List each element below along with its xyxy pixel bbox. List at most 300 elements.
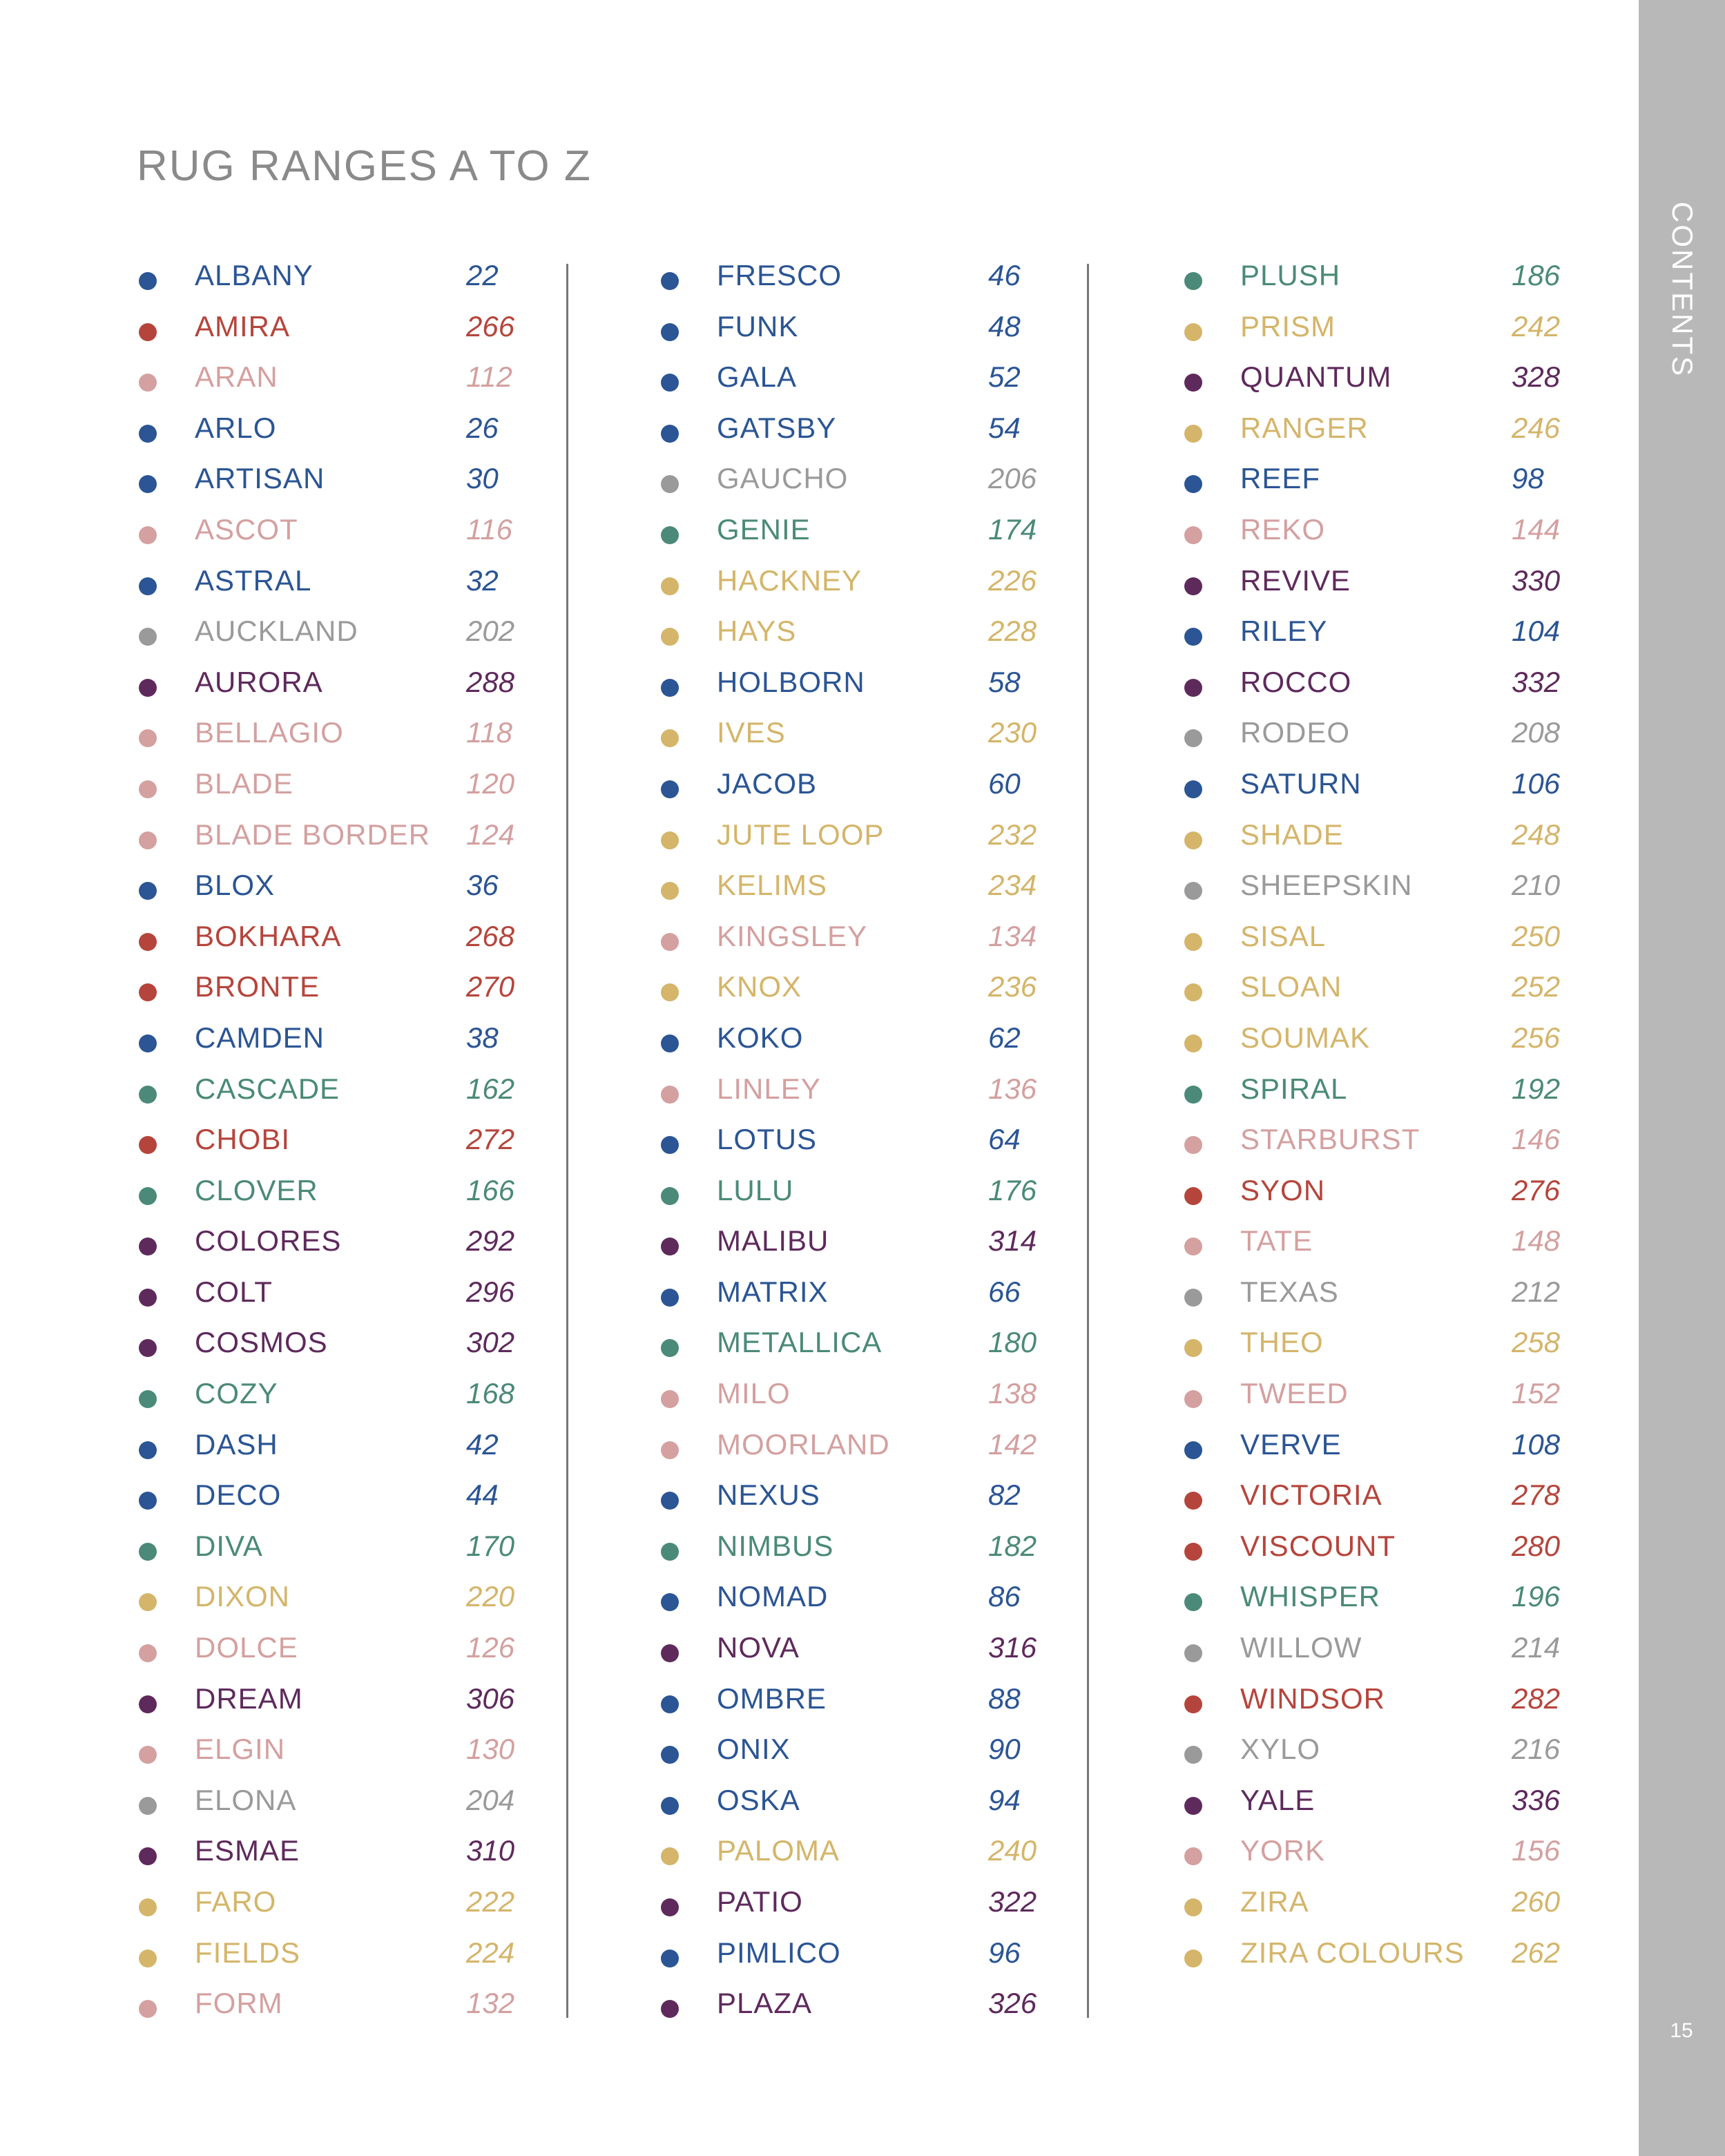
range-name[interactable]: YORK [1240, 1834, 1326, 1867]
range-entry[interactable] [655, 1119, 1083, 1170]
range-entry[interactable] [133, 1983, 561, 2034]
page-reference[interactable]: 220 [466, 1580, 515, 1613]
range-entry[interactable] [655, 1729, 1083, 1780]
range-name[interactable]: PLUSH [1240, 259, 1341, 291]
range-entry[interactable] [133, 407, 561, 459]
page-reference[interactable]: 98 [1512, 462, 1544, 495]
range-entry[interactable] [655, 865, 1083, 916]
range-name[interactable]: WHISPER [1240, 1580, 1381, 1613]
range-entry[interactable] [133, 1525, 561, 1577]
page-reference[interactable]: 192 [1512, 1072, 1561, 1105]
page-reference[interactable]: 230 [988, 716, 1037, 749]
range-name[interactable]: WINDSOR [1240, 1682, 1385, 1715]
range-name[interactable]: GENIE [717, 512, 811, 546]
range-name[interactable]: LINLEY [717, 1072, 821, 1105]
page-reference[interactable]: 116 [466, 512, 512, 546]
contents-tab-label[interactable]: CONTENTS [1666, 202, 1699, 378]
range-entry[interactable] [655, 1881, 1083, 1932]
range-entry[interactable] [133, 1729, 561, 1780]
range-entry[interactable] [133, 1932, 561, 1983]
range-entry[interactable] [133, 560, 561, 611]
range-name[interactable]: LULU [717, 1173, 794, 1206]
range-name[interactable]: BELLAGIO [195, 716, 344, 749]
range-name[interactable]: FORM [195, 1987, 283, 2020]
page-reference[interactable]: 222 [466, 1885, 515, 1918]
range-name[interactable]: ONIX [717, 1733, 791, 1766]
range-entry[interactable] [655, 1170, 1083, 1221]
range-name[interactable]: BLADE BORDER [195, 818, 431, 851]
range-name[interactable]: SATURN [1240, 767, 1362, 800]
page-reference[interactable]: 32 [466, 564, 499, 597]
range-entry[interactable] [133, 1119, 561, 1170]
range-name[interactable]: OSKA [717, 1783, 800, 1816]
page-reference[interactable]: 196 [1512, 1580, 1561, 1613]
page-reference[interactable]: 240 [988, 1834, 1037, 1867]
range-entry[interactable] [133, 1881, 561, 1932]
range-entry[interactable] [655, 1322, 1083, 1373]
page-reference[interactable]: 168 [466, 1377, 515, 1410]
range-entry[interactable] [1178, 1627, 1606, 1678]
page-reference[interactable]: 296 [466, 1275, 515, 1308]
range-entry[interactable] [133, 356, 561, 407]
range-entry[interactable] [655, 966, 1083, 1017]
range-name[interactable]: DECO [195, 1479, 282, 1512]
page-reference[interactable]: 256 [1512, 1021, 1561, 1054]
range-name[interactable]: NOMAD [717, 1580, 829, 1613]
page-reference[interactable]: 262 [1512, 1936, 1561, 1969]
page-reference[interactable]: 54 [988, 411, 1021, 444]
page-reference[interactable]: 236 [988, 970, 1037, 1003]
page-reference[interactable]: 96 [988, 1936, 1021, 1969]
range-entry[interactable] [133, 1678, 561, 1729]
page-reference[interactable]: 176 [988, 1173, 1037, 1206]
range-name[interactable]: KELIMS [717, 869, 828, 902]
range-entry[interactable] [133, 255, 561, 306]
range-entry[interactable] [655, 560, 1083, 611]
page-reference[interactable]: 162 [466, 1072, 515, 1105]
range-name[interactable]: DIVA [195, 1529, 263, 1562]
page-reference[interactable]: 120 [466, 767, 515, 800]
page-reference[interactable]: 44 [466, 1479, 499, 1512]
range-name[interactable]: MILO [717, 1377, 791, 1410]
range-entry[interactable] [655, 1678, 1083, 1729]
range-entry[interactable] [133, 966, 561, 1017]
page-reference[interactable]: 206 [988, 462, 1037, 495]
range-entry[interactable] [655, 1983, 1083, 2034]
range-name[interactable]: MALIBU [717, 1224, 829, 1258]
range-entry[interactable] [655, 1068, 1083, 1119]
range-name[interactable]: WILLOW [1240, 1631, 1362, 1664]
range-entry[interactable] [133, 1780, 561, 1831]
range-name[interactable]: NEXUS [717, 1479, 820, 1512]
range-name[interactable]: ZIRA COLOURS [1240, 1936, 1465, 1969]
range-name[interactable]: VERVE [1240, 1427, 1342, 1461]
page-reference[interactable]: 282 [1512, 1682, 1561, 1715]
range-entry[interactable] [1178, 865, 1606, 916]
page-reference[interactable]: 146 [1512, 1123, 1561, 1156]
page-reference[interactable]: 62 [988, 1021, 1021, 1054]
range-name[interactable]: BRONTE [195, 970, 320, 1003]
range-name[interactable]: GALA [717, 360, 798, 394]
page-reference[interactable]: 52 [988, 360, 1021, 394]
range-name[interactable]: COLORES [195, 1224, 342, 1258]
range-entry[interactable] [1178, 1271, 1606, 1322]
page-reference[interactable]: 246 [1512, 411, 1561, 444]
page-reference[interactable]: 258 [1512, 1326, 1561, 1359]
range-name[interactable]: KOKO [717, 1021, 804, 1054]
range-name[interactable]: COLT [195, 1275, 273, 1308]
page-reference[interactable]: 268 [466, 919, 515, 952]
range-entry[interactable] [655, 763, 1083, 814]
range-entry[interactable] [133, 1373, 561, 1424]
range-entry[interactable] [133, 1170, 561, 1221]
range-entry[interactable] [133, 1576, 561, 1627]
range-name[interactable]: HACKNEY [717, 564, 862, 597]
range-name[interactable]: DASH [195, 1427, 278, 1461]
range-name[interactable]: ASTRAL [195, 564, 312, 597]
range-name[interactable]: FUNK [717, 309, 799, 343]
page-reference[interactable]: 278 [1512, 1479, 1561, 1512]
page-reference[interactable]: 310 [466, 1834, 515, 1867]
range-entry[interactable] [1178, 966, 1606, 1017]
page-reference[interactable]: 186 [1512, 259, 1561, 291]
range-entry[interactable] [655, 662, 1083, 713]
page-reference[interactable]: 58 [988, 665, 1021, 698]
page-reference[interactable]: 292 [466, 1224, 515, 1258]
range-name[interactable]: CASCADE [195, 1072, 340, 1105]
range-entry[interactable] [1178, 610, 1606, 662]
range-entry[interactable] [655, 356, 1083, 407]
page-reference[interactable]: 86 [988, 1580, 1021, 1613]
range-name[interactable]: XYLO [1240, 1733, 1321, 1766]
range-entry[interactable] [1178, 1830, 1606, 1881]
range-entry[interactable] [133, 610, 561, 662]
page-reference[interactable]: 48 [988, 309, 1021, 343]
range-entry[interactable] [655, 1932, 1083, 1983]
page-reference[interactable]: 42 [466, 1427, 499, 1461]
page-reference[interactable]: 142 [988, 1427, 1037, 1461]
page-reference[interactable]: 266 [466, 309, 515, 343]
page-reference[interactable]: 36 [466, 869, 499, 902]
range-name[interactable]: ZIRA [1240, 1885, 1309, 1918]
range-entry[interactable] [1178, 1932, 1606, 1983]
page-reference[interactable]: 216 [1512, 1733, 1561, 1766]
page-reference[interactable]: 328 [1512, 360, 1561, 394]
range-name[interactable]: CHOBI [195, 1123, 291, 1156]
range-entry[interactable] [655, 814, 1083, 865]
range-name[interactable]: STARBURST [1240, 1123, 1420, 1156]
range-entry[interactable] [1178, 1576, 1606, 1627]
range-name[interactable]: PRISM [1240, 309, 1336, 343]
page-reference[interactable]: 288 [466, 665, 515, 698]
range-name[interactable]: HOLBORN [717, 665, 865, 698]
range-entry[interactable] [1178, 1170, 1606, 1221]
range-entry[interactable] [133, 1830, 561, 1881]
range-entry[interactable] [1178, 1322, 1606, 1373]
range-name[interactable]: KINGSLEY [717, 919, 868, 952]
page-reference[interactable]: 126 [466, 1631, 515, 1664]
range-name[interactable]: RILEY [1240, 615, 1328, 648]
range-name[interactable]: SHADE [1240, 818, 1344, 851]
range-name[interactable]: REEF [1240, 462, 1321, 495]
range-name[interactable]: DIXON [195, 1580, 291, 1613]
page-reference[interactable]: 138 [988, 1377, 1037, 1410]
page-reference[interactable]: 232 [988, 818, 1037, 851]
range-entry[interactable] [655, 712, 1083, 763]
range-name[interactable]: GAUCHO [717, 462, 849, 495]
range-name[interactable]: REVIVE [1240, 564, 1351, 597]
page-reference[interactable]: 22 [466, 259, 499, 291]
range-name[interactable]: ELONA [195, 1783, 297, 1816]
range-name[interactable]: BOKHARA [195, 919, 342, 952]
range-entry[interactable] [133, 306, 561, 357]
page-reference[interactable]: 156 [1512, 1834, 1561, 1867]
range-entry[interactable] [655, 1830, 1083, 1881]
range-entry[interactable] [655, 610, 1083, 662]
range-name[interactable]: AMIRA [195, 309, 291, 343]
range-entry[interactable] [1178, 356, 1606, 407]
page-reference[interactable]: 112 [466, 360, 512, 394]
range-entry[interactable] [133, 458, 561, 509]
page-reference[interactable]: 260 [1512, 1885, 1561, 1918]
range-entry[interactable] [655, 1576, 1083, 1627]
range-name[interactable]: NIMBUS [717, 1529, 834, 1562]
range-entry[interactable] [133, 1220, 561, 1271]
page-reference[interactable]: 276 [1512, 1173, 1561, 1206]
page-reference[interactable]: 136 [988, 1072, 1037, 1105]
range-name[interactable]: OMBRE [717, 1682, 827, 1715]
range-entry[interactable] [133, 865, 561, 916]
range-entry[interactable] [655, 916, 1083, 967]
range-name[interactable]: ROCCO [1240, 665, 1352, 698]
range-name[interactable]: DREAM [195, 1682, 303, 1715]
range-name[interactable]: MATRIX [717, 1275, 829, 1308]
page-reference[interactable]: 224 [466, 1936, 515, 1969]
range-entry[interactable] [1178, 1881, 1606, 1932]
range-name[interactable]: THEO [1240, 1326, 1324, 1359]
range-name[interactable]: FARO [195, 1885, 277, 1918]
page-reference[interactable]: 144 [1512, 512, 1561, 546]
range-entry[interactable] [1178, 763, 1606, 814]
page-reference[interactable]: 234 [988, 869, 1037, 902]
range-entry[interactable] [1178, 1068, 1606, 1119]
range-entry[interactable] [1178, 255, 1606, 306]
range-entry[interactable] [1178, 1424, 1606, 1475]
page-reference[interactable]: 280 [1512, 1529, 1561, 1562]
range-name[interactable]: KNOX [717, 970, 802, 1003]
range-entry[interactable] [655, 407, 1083, 459]
range-entry[interactable] [655, 1474, 1083, 1525]
page-reference[interactable]: 64 [988, 1123, 1021, 1156]
range-name[interactable]: RANGER [1240, 411, 1369, 444]
range-name[interactable]: AURORA [195, 665, 323, 698]
range-entry[interactable] [133, 1627, 561, 1678]
range-entry[interactable] [1178, 1780, 1606, 1831]
range-name[interactable]: QUANTUM [1240, 360, 1392, 394]
page-reference[interactable]: 204 [466, 1783, 515, 1816]
range-entry[interactable] [133, 763, 561, 814]
range-name[interactable]: RODEO [1240, 716, 1351, 749]
page-reference[interactable]: 248 [1512, 818, 1561, 851]
page-reference[interactable]: 316 [988, 1631, 1037, 1664]
range-entry[interactable] [655, 1373, 1083, 1424]
range-name[interactable]: HAYS [717, 615, 797, 648]
page-reference[interactable]: 134 [988, 919, 1037, 952]
page-reference[interactable]: 252 [1512, 970, 1561, 1003]
page-reference[interactable]: 118 [466, 716, 512, 749]
range-name[interactable]: SOUMAK [1240, 1021, 1371, 1054]
range-name[interactable]: BLADE [195, 767, 293, 800]
page-reference[interactable]: 66 [988, 1275, 1021, 1308]
range-entry[interactable] [133, 1271, 561, 1322]
range-name[interactable]: LOTUS [717, 1123, 818, 1156]
page-reference[interactable]: 38 [466, 1021, 499, 1054]
page-reference[interactable]: 250 [1512, 919, 1561, 952]
range-entry[interactable] [1178, 1373, 1606, 1424]
range-name[interactable]: IVES [717, 716, 786, 749]
page-reference[interactable]: 330 [1512, 564, 1561, 597]
range-entry[interactable] [1178, 509, 1606, 560]
range-entry[interactable] [1178, 1525, 1606, 1577]
range-entry[interactable] [1178, 1017, 1606, 1068]
range-name[interactable]: JUTE LOOP [717, 818, 885, 851]
range-entry[interactable] [655, 1627, 1083, 1678]
page-reference[interactable]: 208 [1512, 716, 1561, 749]
range-name[interactable]: COSMOS [195, 1326, 328, 1359]
range-name[interactable]: ESMAE [195, 1834, 300, 1867]
range-name[interactable]: SISAL [1240, 919, 1327, 952]
range-name[interactable]: PALOMA [717, 1834, 840, 1867]
range-entry[interactable] [1178, 1220, 1606, 1271]
range-entry[interactable] [1178, 560, 1606, 611]
range-name[interactable]: CAMDEN [195, 1021, 325, 1054]
page-reference[interactable]: 166 [466, 1173, 515, 1206]
range-entry[interactable] [1178, 1729, 1606, 1780]
page-reference[interactable]: 332 [1512, 665, 1561, 698]
range-entry[interactable] [655, 1017, 1083, 1068]
page-reference[interactable]: 226 [988, 564, 1037, 597]
range-name[interactable]: TATE [1240, 1224, 1313, 1258]
page-reference[interactable]: 26 [466, 411, 499, 444]
page-reference[interactable]: 46 [988, 259, 1021, 291]
page-reference[interactable]: 148 [1512, 1224, 1561, 1258]
range-name[interactable]: ALBANY [195, 259, 314, 291]
range-name[interactable]: VICTORIA [1240, 1479, 1382, 1512]
range-name[interactable]: SYON [1240, 1173, 1326, 1206]
range-name[interactable]: MOORLAND [717, 1427, 890, 1461]
range-name[interactable]: SHEEPSKIN [1240, 869, 1413, 902]
page-reference[interactable]: 108 [1512, 1427, 1561, 1461]
range-entry[interactable] [1178, 306, 1606, 357]
range-entry[interactable] [1178, 1119, 1606, 1170]
page-reference[interactable]: 174 [988, 512, 1037, 546]
range-entry[interactable] [655, 1220, 1083, 1271]
page-reference[interactable]: 336 [1512, 1783, 1561, 1816]
range-name[interactable]: FIELDS [195, 1936, 301, 1969]
range-entry[interactable] [1178, 814, 1606, 865]
range-entry[interactable] [655, 509, 1083, 560]
range-name[interactable]: ARTISAN [195, 462, 325, 495]
range-name[interactable]: SLOAN [1240, 970, 1342, 1003]
range-entry[interactable] [133, 1068, 561, 1119]
page-reference[interactable]: 228 [988, 615, 1037, 648]
range-name[interactable]: YALE [1240, 1783, 1316, 1816]
range-entry[interactable] [655, 458, 1083, 509]
range-name[interactable]: AUCKLAND [195, 615, 358, 648]
range-entry[interactable] [133, 1017, 561, 1068]
page-reference[interactable]: 30 [466, 462, 499, 495]
range-name[interactable]: VISCOUNT [1240, 1529, 1396, 1562]
range-entry[interactable] [133, 916, 561, 967]
page-reference[interactable]: 270 [466, 970, 515, 1003]
range-name[interactable]: PLAZA [717, 1987, 813, 2020]
range-entry[interactable] [133, 814, 561, 865]
range-entry[interactable] [133, 1424, 561, 1475]
page-reference[interactable]: 242 [1512, 309, 1561, 343]
page-reference[interactable]: 302 [466, 1326, 515, 1359]
range-entry[interactable] [133, 1322, 561, 1373]
range-entry[interactable] [1178, 1474, 1606, 1525]
range-name[interactable]: ARAN [195, 360, 278, 394]
page-reference[interactable]: 152 [1512, 1377, 1561, 1410]
range-name[interactable]: TEXAS [1240, 1275, 1339, 1308]
range-entry[interactable] [133, 1474, 561, 1525]
range-entry[interactable] [655, 1271, 1083, 1322]
page-reference[interactable]: 180 [988, 1326, 1037, 1359]
range-name[interactable]: NOVA [717, 1631, 800, 1664]
range-entry[interactable] [1178, 407, 1606, 459]
range-name[interactable]: GATSBY [717, 411, 837, 444]
page-reference[interactable]: 322 [988, 1885, 1037, 1918]
range-entry[interactable] [1178, 1678, 1606, 1729]
page-reference[interactable]: 202 [466, 615, 515, 648]
range-name[interactable]: CLOVER [195, 1173, 318, 1206]
range-name[interactable]: SPIRAL [1240, 1072, 1348, 1105]
range-name[interactable]: ARLO [195, 411, 277, 444]
range-name[interactable]: BLOX [195, 869, 276, 902]
page-reference[interactable]: 124 [466, 818, 515, 851]
page-reference[interactable]: 94 [988, 1783, 1021, 1816]
page-reference[interactable]: 170 [466, 1529, 515, 1562]
page-reference[interactable]: 104 [1512, 615, 1561, 648]
range-name[interactable]: ASCOT [195, 512, 298, 546]
range-name[interactable]: DOLCE [195, 1631, 298, 1664]
page-reference[interactable]: 90 [988, 1733, 1021, 1766]
page-reference[interactable]: 212 [1512, 1275, 1561, 1308]
page-reference[interactable]: 60 [988, 767, 1021, 800]
range-entry[interactable] [1178, 712, 1606, 763]
page-reference[interactable]: 214 [1512, 1631, 1561, 1664]
range-name[interactable]: REKO [1240, 512, 1326, 546]
page-reference[interactable]: 88 [988, 1682, 1021, 1715]
page-reference[interactable]: 210 [1512, 869, 1561, 902]
page-reference[interactable]: 182 [988, 1529, 1037, 1562]
range-name[interactable]: ELGIN [195, 1733, 286, 1766]
range-entry[interactable] [133, 662, 561, 713]
range-entry[interactable] [655, 306, 1083, 357]
page-reference[interactable]: 82 [988, 1479, 1021, 1512]
page-reference[interactable]: 106 [1512, 767, 1561, 800]
page-reference[interactable]: 132 [466, 1987, 515, 2020]
page-reference[interactable]: 306 [466, 1682, 515, 1715]
page-reference[interactable]: 326 [988, 1987, 1037, 2020]
page-reference[interactable]: 130 [466, 1733, 515, 1766]
range-entry[interactable] [1178, 458, 1606, 509]
range-entry[interactable] [655, 1424, 1083, 1475]
range-entry[interactable] [655, 1525, 1083, 1577]
range-entry[interactable] [655, 255, 1083, 306]
range-entry[interactable] [133, 509, 561, 560]
